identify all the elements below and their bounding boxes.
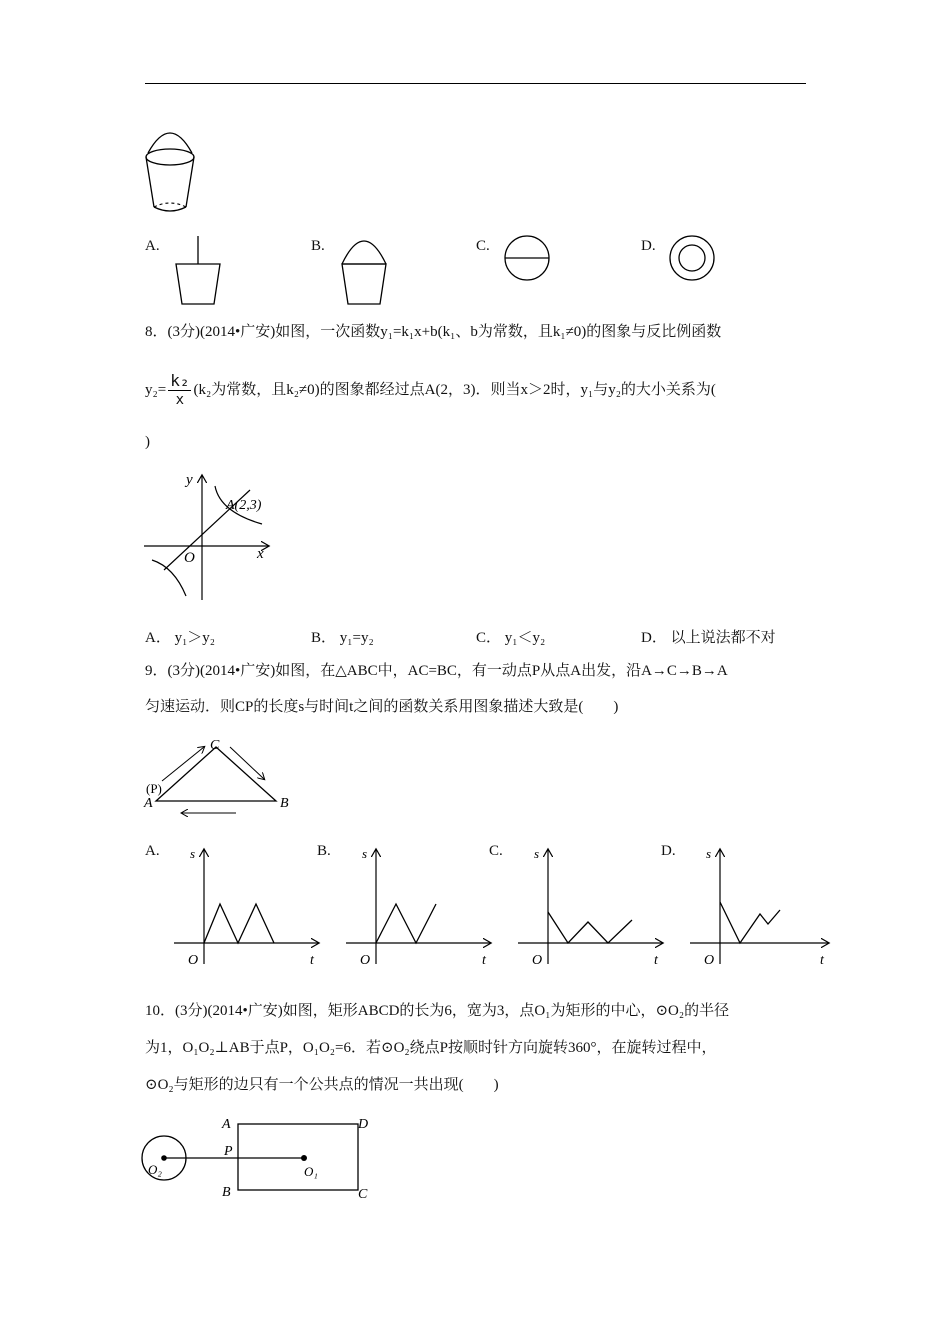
q10-label-c: C: [358, 1187, 368, 1202]
q7-option-b-label[interactable]: B.: [311, 238, 325, 254]
q9-option-d-graph: [688, 842, 843, 967]
q7-bucket-figure: [138, 125, 208, 220]
q7-option-a-label[interactable]: A.: [145, 238, 160, 254]
q9-a-axis-t: t: [310, 953, 314, 968]
q9-fig-label-b: B: [280, 796, 289, 811]
q8-graph-o-label: O: [184, 550, 195, 566]
q9-a-axis-o: O: [188, 953, 199, 968]
q8-text-line2: (k₂为常数，且k₂≠0)的图象都经过点A(2，3)．则当x＞2时，y₁与y₂的大小关系为(: [193, 381, 716, 398]
q9-c-axis-s: s: [534, 846, 540, 861]
q9-option-d-label[interactable]: D.: [661, 843, 676, 859]
q10-text-line3: ⊙O₂与矩形的边只有一个公共点的情况一共出现( ): [145, 1077, 499, 1093]
q10-figure: [138, 1112, 378, 1207]
q10-rectangle: [238, 1124, 358, 1190]
q10-label-o2: O₂: [148, 1162, 162, 1177]
q9-d-axis-t: t: [820, 953, 824, 968]
q8-option-d[interactable]: D． 以上说法都不对: [641, 630, 776, 646]
q7-option-c-label[interactable]: C.: [476, 238, 490, 254]
q9-option-a-label[interactable]: A.: [145, 843, 160, 859]
q8-graph-x-label: x: [257, 546, 264, 562]
q9-d-axis-s: s: [706, 846, 712, 861]
q9-option-c-graph: [516, 842, 671, 967]
q8-graph-point-label: A(2,3): [226, 498, 262, 513]
q7-option-b-figure: [338, 232, 393, 310]
q8-option-c[interactable]: C． y₁＜y₂: [476, 630, 546, 646]
q9-b-axis-t: t: [482, 953, 486, 968]
q9-option-b-label[interactable]: B.: [317, 843, 331, 859]
q9-d-axis-o: O: [704, 953, 715, 968]
q10-text-line2: 为1，O₁O₂⊥AB于点P，O₁O₂=6．若⊙O₂绕点P按顺时针方向旋转360°，在旋转过程中，: [145, 1040, 717, 1056]
header-rule: [145, 83, 806, 84]
q10-label-b: B: [222, 1185, 231, 1200]
q10-point-o1: [301, 1155, 307, 1161]
q8-graph-y-label: y: [186, 472, 193, 488]
q10-label-a: A: [222, 1117, 231, 1132]
q10-point-o2: [161, 1155, 167, 1161]
q9-option-c-label[interactable]: C.: [489, 843, 503, 859]
q9-fig-label-a: A: [144, 796, 153, 811]
q7-option-a-figure: [172, 234, 227, 309]
q7-option-d-figure: [668, 234, 718, 284]
q10-label-d: D: [358, 1117, 369, 1132]
q8-fraction: [168, 372, 191, 409]
q7-option-c-figure: [503, 234, 553, 284]
q8-frac-den: x: [175, 392, 185, 408]
q9-text-line1: 9．(3分)(2014•广安)如图，在△ABC中，AC=BC，有一动点P从点A出发，沿A→C→B→A: [145, 663, 728, 679]
q8-graph: [140, 468, 280, 603]
q8-y2-prefix: y₂=: [145, 381, 167, 398]
q9-triangle-figure: [140, 735, 305, 820]
q8-text-line3: ): [145, 434, 150, 450]
q10-label-o1: O₁: [304, 1164, 318, 1179]
q8-option-b[interactable]: B． y₁=y₂: [311, 630, 374, 646]
q9-fig-label-c: C: [210, 738, 220, 753]
q8-option-a[interactable]: A． y₁＞y₂: [145, 630, 216, 646]
q8-frac-num: k₂: [170, 371, 190, 390]
q8-text-line2-wrap: [145, 372, 716, 409]
q9-option-a-graph: [172, 842, 327, 967]
q10-label-p: P: [224, 1144, 233, 1159]
q10-text-line1: 10．(3分)(2014•广安)如图，矩形ABCD的长为6，宽为3，点O₁为矩形的中心，⊙O₂的半径: [145, 1003, 730, 1019]
q9-b-axis-s: s: [362, 846, 368, 861]
q9-text-line2: 匀速运动．则CP的长度s与时间t之间的函数关系用图象描述大致是( ): [145, 699, 619, 715]
q9-a-axis-s: s: [190, 846, 196, 861]
q9-option-b-graph: [344, 842, 499, 967]
q9-c-axis-t: t: [654, 953, 658, 968]
q8-text-line1: 8．(3分)(2014•广安)如图，一次函数y₁=k₁x+b(k₁、b为常数，且k₁≠0)的图象与反比例函数: [145, 324, 722, 340]
q7-option-d-label[interactable]: D.: [641, 238, 656, 254]
q9-c-axis-o: O: [532, 953, 543, 968]
q9-b-axis-o: O: [360, 953, 371, 968]
q9-fig-label-p: (P): [146, 781, 162, 796]
